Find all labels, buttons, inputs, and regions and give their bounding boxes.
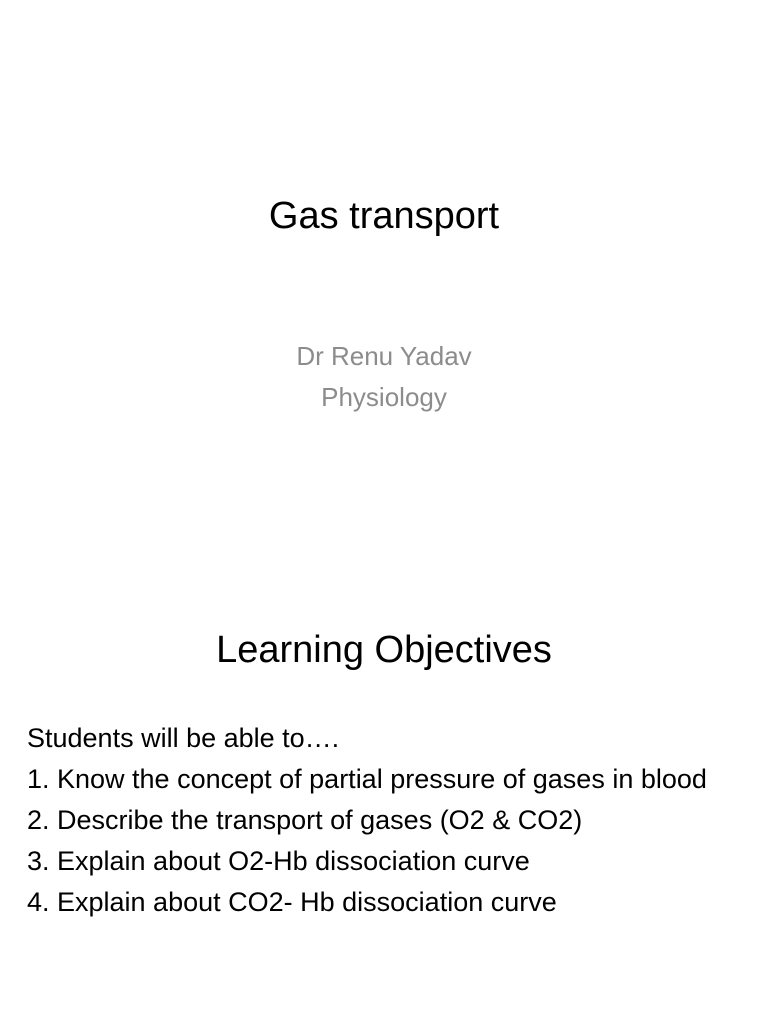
objective-number: 3. — [27, 846, 50, 876]
department-name: Physiology — [321, 382, 447, 412]
objective-item — [27, 882, 737, 923]
objective-text: Describe the transport of gases (O2 & CO2) — [57, 805, 583, 835]
objectives-title: Learning Objectives — [216, 629, 552, 671]
objective-number: 4. — [27, 887, 50, 917]
objective-text: Know the concept of partial pressure of gases in blood — [57, 764, 707, 794]
objectives-list — [27, 759, 737, 923]
objective-number: 2. — [27, 805, 50, 835]
objective-number: 1. — [27, 764, 50, 794]
objective-item — [27, 800, 737, 841]
objective-item — [27, 841, 737, 882]
slide-subtitle — [0, 336, 768, 418]
objectives-intro: Students will be able to…. — [27, 723, 340, 753]
objectives-slide — [0, 512, 768, 1024]
objective-text: Explain about CO2- Hb dissociation curve — [57, 887, 557, 917]
slide-title: Gas transport — [268, 195, 500, 237]
author-name: Dr Renu Yadav — [296, 341, 472, 371]
objectives-content — [27, 718, 737, 923]
objective-text: Explain about O2-Hb dissociation curve — [57, 846, 530, 876]
objective-item — [27, 759, 737, 800]
